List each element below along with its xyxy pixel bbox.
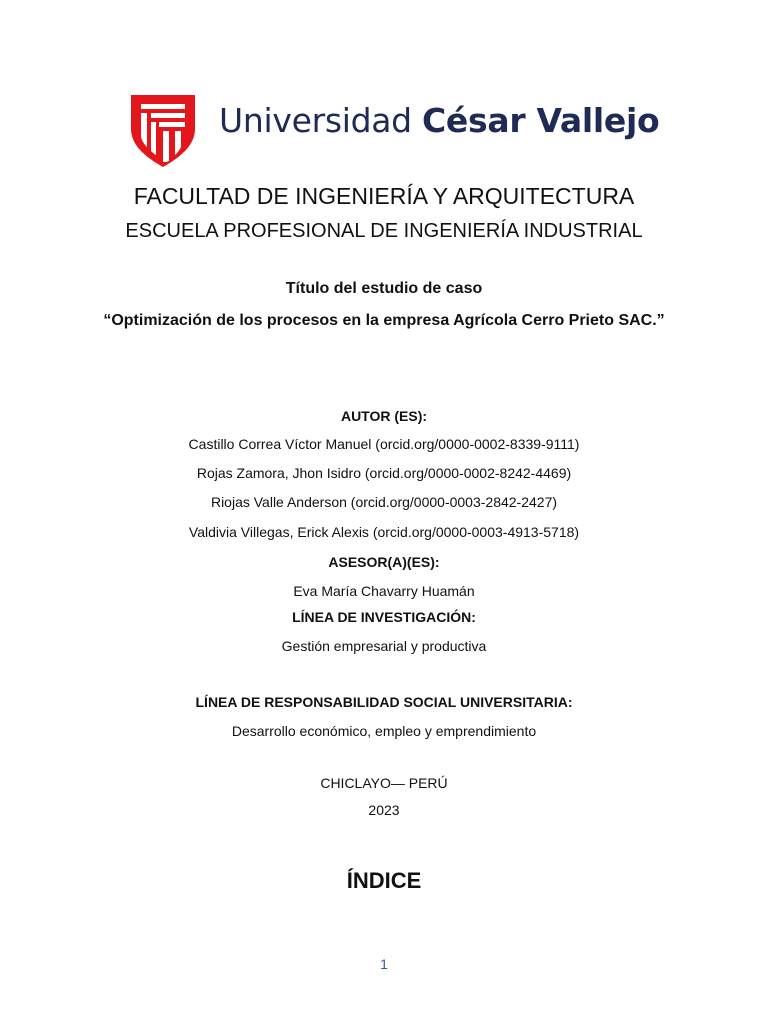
university-name-regular: Universidad [219, 101, 423, 140]
authors-label: AUTOR (ES): [340, 408, 428, 424]
faculty-title: FACULTAD DE INGENIERÍA Y ARQUITECTURA [133, 183, 635, 209]
advisor-name: Eva María Chavarry Huamán [293, 583, 475, 599]
school-title: ESCUELA PROFESIONAL DE INGENIERÍA INDUSTRIAL [125, 220, 643, 242]
year: 2023 [368, 802, 400, 818]
research-line-label: LÍNEA DE INVESTIGACIÓN: [292, 609, 476, 625]
author-item: Riojas Valle Anderson (orcid.org/0000-0003-2842-2427) [210, 494, 558, 510]
advisors-label: ASESOR(A)(ES): [328, 554, 440, 570]
index-heading: ÍNDICE [346, 868, 422, 893]
author-item: Rojas Zamora, Jhon Isidro (orcid.org/0000-0002-8242-4469) [196, 465, 572, 481]
shield-logo-icon [131, 95, 195, 167]
rsu-line-value: Desarrollo económico, empleo y emprendimiento [231, 723, 537, 739]
page-number: 1 [380, 956, 388, 972]
rsu-line-label: LÍNEA DE RESPONSABILIDAD SOCIAL UNIVERSITARIA: [195, 694, 573, 710]
university-name [219, 95, 659, 147]
place: CHICLAYO— PERÚ [320, 775, 448, 791]
university-name-bold: César Vallejo [422, 101, 660, 140]
author-item: Valdivia Villegas, Erick Alexis (orcid.org/0000-0003-4913-5718) [188, 524, 580, 540]
case-study-title: “Optimización de los procesos en la empresa Agrícola Cerro Prieto SAC.” [103, 312, 665, 329]
case-study-heading: Título del estudio de caso [285, 280, 483, 297]
university-logo [131, 95, 660, 167]
author-item: Castillo Correa Víctor Manuel (orcid.org/0000-0002-8339-9111) [188, 436, 580, 452]
research-line-value: Gestión empresarial y productiva [281, 638, 487, 654]
